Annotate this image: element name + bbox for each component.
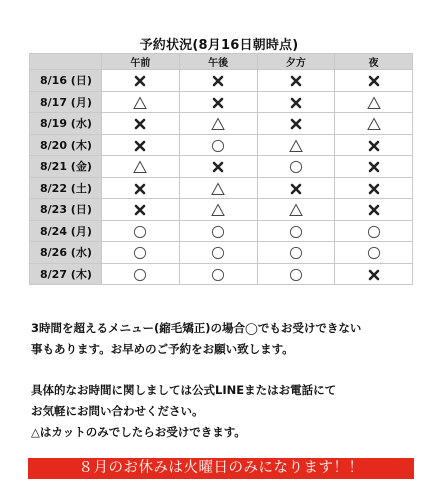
slot-evening [257,199,335,221]
slot-night [335,263,413,285]
triangle-icon [367,117,381,131]
slot-afternoon [179,113,257,135]
cross-icon [367,182,381,196]
cross-icon [367,268,381,282]
slot-morning [102,263,180,285]
cross-icon [211,74,225,88]
row-date: 8/16 (日) [30,70,102,92]
table-row [30,263,413,285]
note-contact [31,380,421,443]
slot-afternoon [179,220,257,242]
table-row [30,113,413,135]
slot-morning [102,242,180,264]
slot-morning [102,156,180,178]
slot-afternoon [179,242,257,264]
cross-icon [211,160,225,174]
note-line: 3時間を超えるメニュー(縮毛矯正)の場合◯でもお受けできない [31,321,362,335]
slot-evening [257,220,335,242]
cross-icon [211,96,225,110]
slot-afternoon [179,156,257,178]
triangle-icon [211,117,225,131]
circle-icon [211,225,225,239]
slot-evening [257,156,335,178]
cross-icon [367,160,381,174]
table-row [30,156,413,178]
triangle-icon [367,96,381,110]
circle-icon [133,246,147,260]
slot-night [335,70,413,92]
row-date: 8/17 (月) [30,91,102,113]
circle-icon [211,268,225,282]
slot-morning [102,220,180,242]
triangle-icon [133,96,147,110]
slot-morning [102,199,180,221]
slot-afternoon [179,134,257,156]
circle-icon [289,268,303,282]
circle-icon [211,246,225,260]
table-row [30,134,413,156]
slot-night [335,220,413,242]
slot-evening [257,113,335,135]
slot-afternoon [179,91,257,113]
circle-icon [133,268,147,282]
circle-icon [289,246,303,260]
slot-evening [257,70,335,92]
slot-night [335,91,413,113]
page-title: 予約状況(8月16日朝時点) [139,38,299,53]
circle-icon [289,225,303,239]
slot-evening [257,263,335,285]
triangle-icon [289,139,303,153]
cross-icon [367,74,381,88]
triangle-icon [133,160,147,174]
slot-afternoon [179,177,257,199]
circle-icon [367,246,381,260]
cross-icon [367,203,381,217]
row-date: 8/27 (木) [30,263,102,285]
triangle-icon [211,203,225,217]
row-date: 8/21 (金) [30,156,102,178]
slot-evening [257,242,335,264]
slot-night [335,113,413,135]
slot-morning [102,113,180,135]
slot-afternoon [179,263,257,285]
slot-night [335,134,413,156]
slot-evening [257,177,335,199]
circle-icon [133,225,147,239]
slot-morning [102,91,180,113]
table-row [30,91,413,113]
slot-night [335,199,413,221]
slot-afternoon [179,199,257,221]
slot-morning [102,70,180,92]
header-corner-cell [30,54,102,70]
header-morning: 午前 [102,54,180,70]
slot-afternoon [179,70,257,92]
cross-icon [289,96,303,110]
cross-icon [133,182,147,196]
slot-evening [257,91,335,113]
cross-icon [133,117,147,131]
note-long-menu [31,318,421,360]
cross-icon [367,139,381,153]
row-date: 8/26 (水) [30,242,102,264]
table-row [30,220,413,242]
slot-night [335,242,413,264]
circle-icon [211,139,225,153]
table-row [30,242,413,264]
table-row [30,199,413,221]
table-header-row [30,54,413,70]
note-line: お気軽にお問い合わせください。 [31,404,204,418]
row-date: 8/19 (水) [30,113,102,135]
row-date: 8/23 (日) [30,199,102,221]
row-date: 8/24 (月) [30,220,102,242]
triangle-icon [289,203,303,217]
cross-icon [133,74,147,88]
holiday-banner: ８月のお休みは火曜日のみになります！！ [28,458,414,479]
header-evening: 夕方 [257,54,335,70]
slot-night [335,177,413,199]
note-line: △はカットのみでしたらお受けできます。 [31,425,246,439]
slot-morning [102,177,180,199]
table-row [30,177,413,199]
header-afternoon: 午後 [179,54,257,70]
cross-icon [133,139,147,153]
row-date: 8/20 (木) [30,134,102,156]
cross-icon [133,203,147,217]
table-row [30,70,413,92]
cross-icon [289,182,303,196]
row-date: 8/22 (土) [30,177,102,199]
circle-icon [367,225,381,239]
cross-icon [289,117,303,131]
cross-icon [289,74,303,88]
slot-night [335,156,413,178]
header-night: 夜 [335,54,413,70]
slot-evening [257,134,335,156]
circle-icon [289,160,303,174]
note-line: 具体的なお時間に関しましては公式LINEまたはお電話にて [31,383,337,397]
triangle-icon [211,182,225,196]
slot-morning [102,134,180,156]
note-line: 事もあります。お早めのご予約をお願い致します。 [31,342,294,356]
reservation-table [29,53,413,285]
